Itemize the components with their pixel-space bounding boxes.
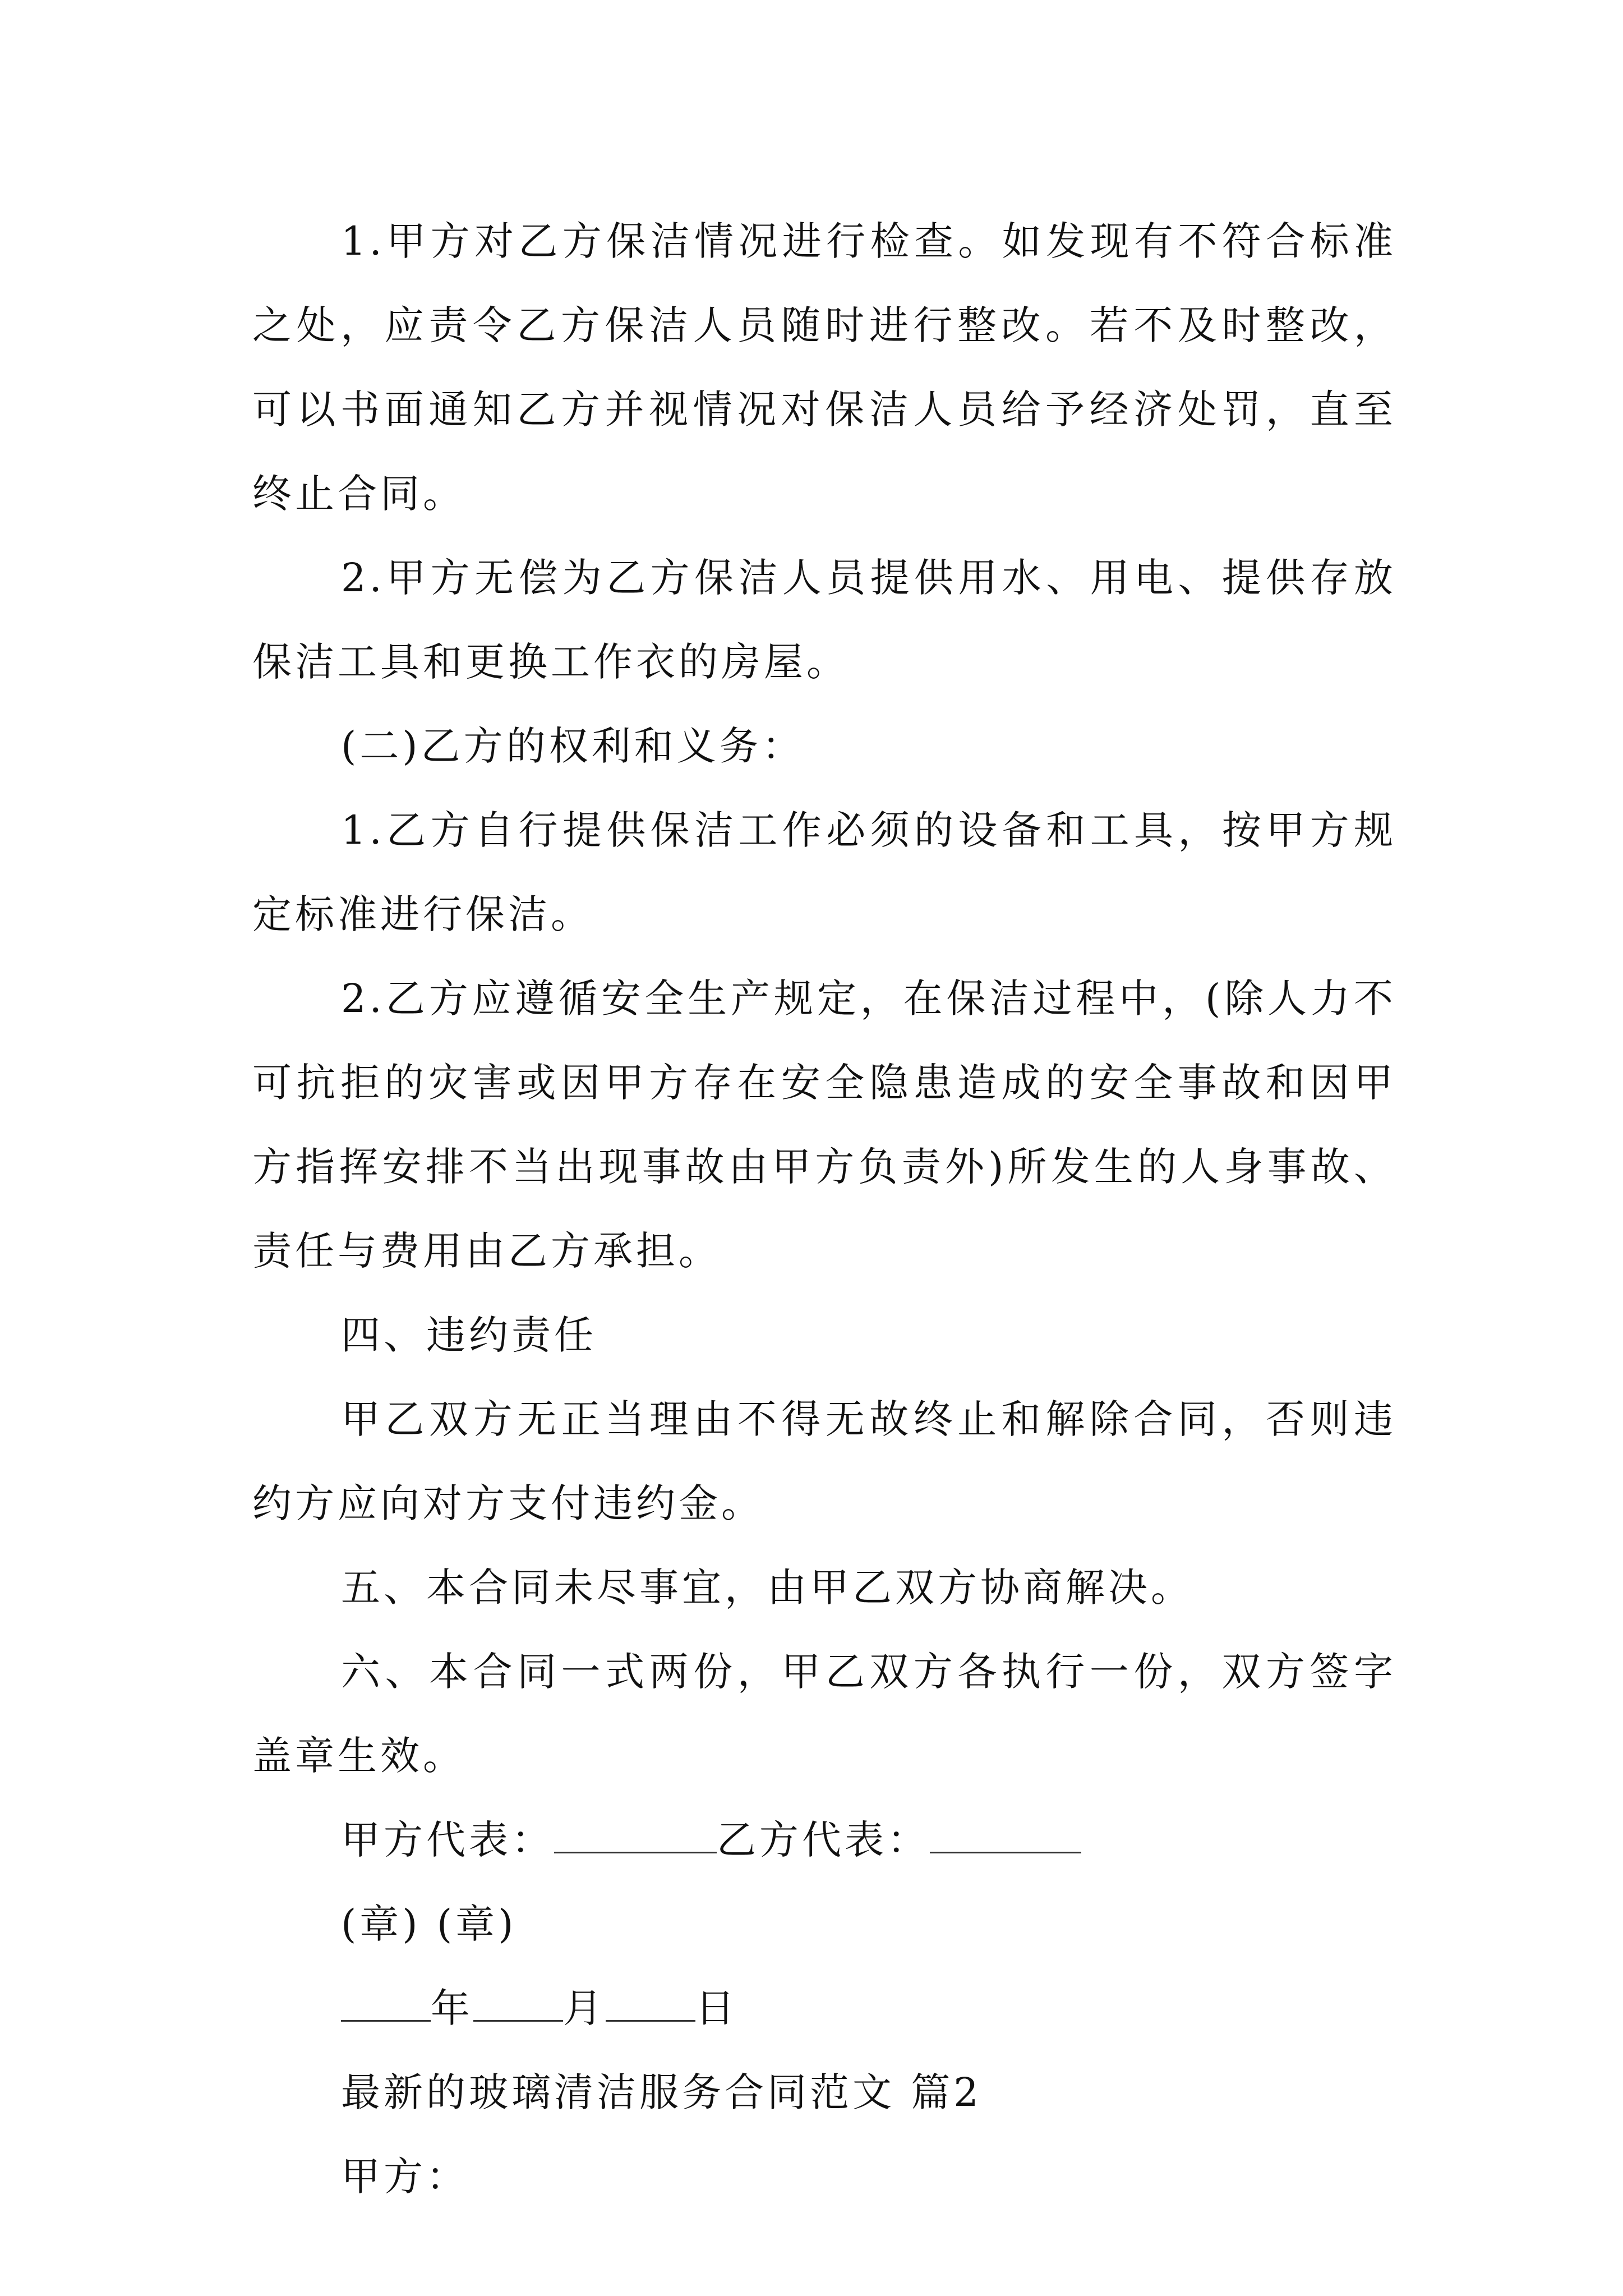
next-section-title: 最新的玻璃清洁服务合同范文 篇2 — [341, 2069, 982, 2115]
year-label: 年 — [431, 1985, 473, 2031]
party-a-rep-blank — [554, 1819, 717, 1853]
year-blank — [341, 1987, 431, 2022]
section-heading-liability: 四、违约责任 — [341, 1312, 597, 1358]
seal-line: (章) (章) — [341, 1901, 517, 1947]
day-blank — [606, 1987, 695, 2022]
clause-a2: 2.甲方无偿为乙方保洁人员提供用水、用电、提供存放保洁工具和更换工作衣的房屋。 — [252, 555, 1396, 685]
month-label: 月 — [563, 1985, 606, 2031]
party-b-rep-blank — [930, 1819, 1081, 1853]
day-label: 日 — [695, 1985, 738, 2031]
party-a-rep-label: 甲方代表： — [341, 1817, 554, 1863]
clause-liability: 甲乙双方无正当理由不得无故终止和解除合同，否则违约方应向对方支付违约金。 — [252, 1396, 1396, 1526]
clause-six: 六、本合同一式两份，甲乙双方各执行一份，双方签字盖章生效。 — [252, 1649, 1396, 1779]
party-b-rep-label: 乙方代表： — [717, 1817, 930, 1863]
signature-line — [252, 1798, 1396, 1882]
clause-five: 五、本合同未尽事宜，由甲乙双方协商解决。 — [341, 1565, 1193, 1611]
next-section-party-a: 甲方： — [341, 2154, 469, 2200]
clause-a1: 1.甲方对乙方保洁情况进行检查。如发现有不符合标准之处，应责令乙方保洁人员随时进行整改。若不及时整改，可以书面通知乙方并视情况对保洁人员给予经济处罚，直至终止合同。 — [252, 218, 1396, 517]
month-blank — [473, 1987, 563, 2022]
document-page — [252, 199, 1396, 2219]
clause-b1: 1.乙方自行提供保洁工作必须的设备和工具，按甲方规定标准进行保洁。 — [252, 807, 1396, 937]
section-heading-party-b: (二)乙方的权利和义务： — [341, 723, 805, 769]
date-line — [252, 1966, 1396, 2050]
clause-b2: 2.乙方应遵循安全生产规定，在保洁过程中，(除人力不可抗拒的灾害或因甲方存在安全隐患造成的安全事故和因甲方指挥安排不当出现事故由甲方负责外)所发生的人身事故、责任与费用由乙方承担。 — [252, 976, 1396, 1274]
